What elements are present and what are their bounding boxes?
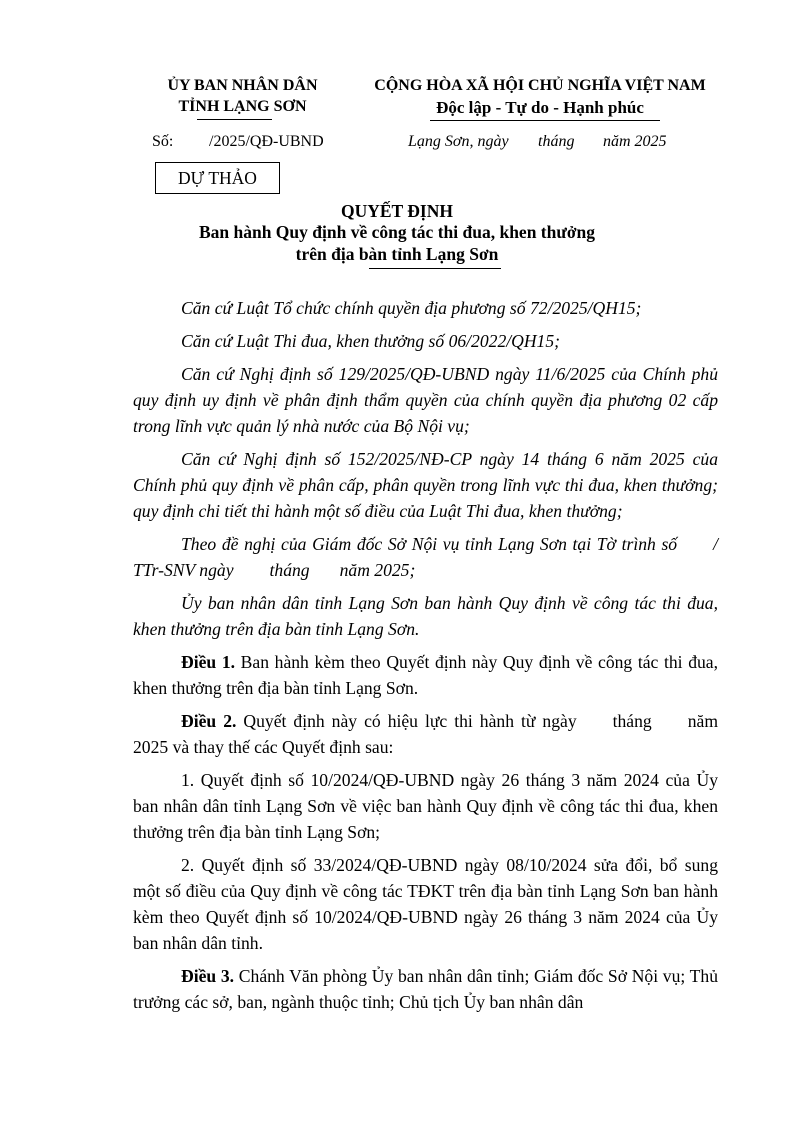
article-2-item-2: 2. Quyết định số 33/2024/QĐ-UBND ngày 08/10/2024 sửa đổi, bổ sung một số điều của Quy định về công tác TĐKT trên địa bàn tỉnh Lạng Sơn ban hành kèm theo Quyết định số 10/2024/QĐ-UBND ngày 26 tháng 3 năm 2024 của Ủy ban nhân dân tỉnh. [133, 855, 718, 953]
article-2-text: Quyết định này có hiệu lực thi hành từ ngày [243, 711, 577, 731]
legal-basis-3: Căn cứ Nghị định số 129/2025/QĐ-UBND ngày 11/6/2025 của Chính phủ quy định uy định về phân định thẩm quyền của chính quyền địa phương 02 cấp trong lĩnh vực quản lý nhà nước của Bộ Nội vụ; [133, 364, 718, 436]
article-3-text: Chánh Văn phòng Ủy ban nhân dân tỉnh; Giám đốc Sở Nội vụ; Thủ trưởng các sở, ban, ngành thuộc tỉnh; Chủ tịch Ủy ban nhân dân [133, 966, 719, 1012]
legal-basis-2: Căn cứ Luật Thi đua, khen thưởng số 06/2022/QH15; [181, 331, 560, 351]
date-place: Lạng Sơn, ngày [408, 133, 509, 150]
article-2-month: tháng [612, 711, 652, 731]
proposal-text-2: TTr-SNV ngày [133, 560, 234, 580]
agency-underline [197, 119, 272, 120]
proposal-year: năm 2025; [339, 560, 416, 580]
motto-underline [430, 120, 660, 121]
agency-province: TỈNH LẠNG SƠN [178, 98, 307, 115]
article-1-text: Ban hành kèm theo Quyết định này Quy định về công tác thi đua, khen thưởng trên địa bàn tỉnh Lạng Sơn. [133, 652, 719, 698]
article-2 [133, 708, 718, 760]
country-name: CỘNG HÒA XÃ HỘI CHỦ NGHĨA VIỆT NAM [374, 77, 706, 94]
article-3 [133, 963, 718, 1015]
proposal-slash: / [713, 534, 718, 554]
decision-subject-line1: Ban hành Quy định về công tác thi đua, khen thưởng [198, 222, 596, 242]
decision-subject-line2: trên địa bàn tỉnh Lạng Sơn [295, 244, 499, 264]
document-body [133, 295, 718, 1022]
date-month: tháng [538, 133, 575, 150]
agency-name: ỦY BAN NHÂN DÂN [167, 77, 318, 94]
title-underline [369, 268, 501, 269]
article-2-item-1: 1. Quyết định số 10/2024/QĐ-UBND ngày 26 tháng 3 năm 2024 của Ủy ban nhân dân tỉnh Lạng Sơn về việc ban hành Quy định về công tác thi đua, khen thưởng trên địa bàn tỉnh Lạng Sơn; [133, 770, 718, 842]
article-3-label: Điều 3. [181, 966, 235, 986]
issuance-statement: Ủy ban nhân dân tỉnh Lạng Sơn ban hành Quy định về công tác thi đua, khen thưởng trên địa bàn tỉnh Lạng Sơn. [133, 593, 718, 639]
proposal-paragraph [133, 531, 718, 583]
article-2-label: Điều 2. [181, 711, 237, 731]
document-number: /2025/QĐ-UBND [209, 133, 324, 150]
proposal-month: tháng [269, 560, 310, 580]
article-2-text-end: năm 2025 và thay thế các Quyết định sau: [133, 711, 719, 757]
draft-stamp: DỰ THẢO [155, 162, 280, 194]
proposal-text: Theo đề nghị của Giám đốc Sở Nội vụ tỉnh Lạng Sơn tại Tờ trình số [181, 534, 678, 554]
country-motto: Độc lập - Tự do - Hạnh phúc [436, 98, 644, 117]
document-number-label: Số: [152, 133, 174, 150]
legal-basis-1: Căn cứ Luật Tổ chức chính quyền địa phương số 72/2025/QH15; [181, 298, 642, 318]
article-1 [133, 649, 718, 701]
article-1-label: Điều 1. [181, 652, 236, 672]
legal-basis-4: Căn cứ Nghị định số 152/2025/NĐ-CP ngày 14 tháng 6 năm 2025 của Chính phủ quy định về phân cấp, phân quyền trong lĩnh vực thi đua, khen thưởng; quy định chi tiết thi hành một số điều của Luật Thi đua, khen thưởng; [133, 449, 718, 521]
decision-title: QUYẾT ĐỊNH [341, 201, 453, 221]
date-year: năm 2025 [603, 133, 667, 150]
